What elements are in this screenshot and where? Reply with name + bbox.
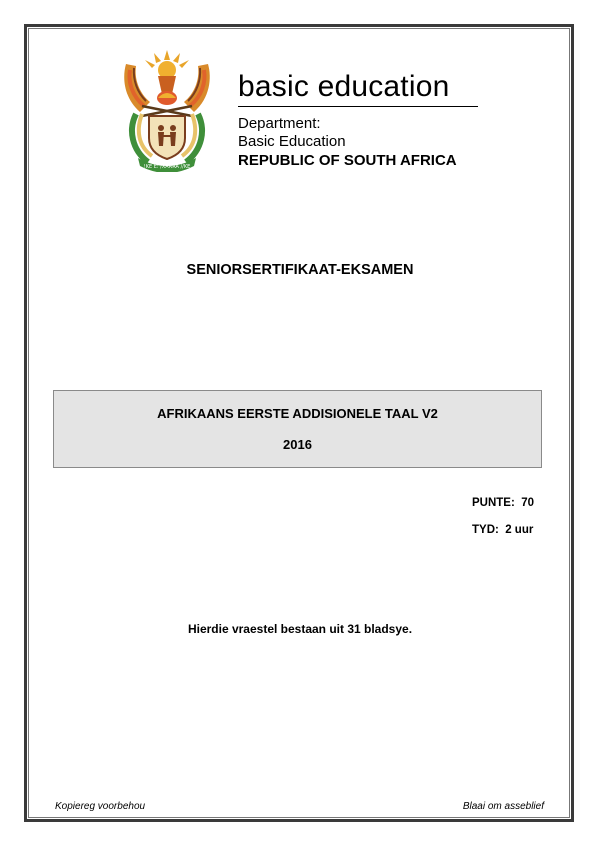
total-marks: PUNTE: 70 [472, 497, 534, 509]
exam-duration: TYD: 2 uur [472, 524, 534, 536]
coat-of-arms-icon [118, 46, 216, 172]
exam-year: 2016 [283, 437, 312, 452]
copyright-note: Kopiereg voorbehou [55, 801, 146, 812]
exam-title: SENIORSERTIFIKAAT-EKSAMEN [186, 262, 414, 278]
turn-page-note: Blaai om asseblief [462, 801, 544, 812]
department-label: Department: [238, 115, 321, 132]
department-name: Basic Education [238, 133, 346, 150]
page-count-note: Hierdie vraestel bestaan uit 31 bladsye. [187, 622, 413, 636]
country-name: REPUBLIC OF SOUTH AFRICA [238, 152, 457, 169]
crest-motto: !KE E: /XARRA //KE [143, 164, 191, 170]
subject-box [53, 390, 542, 468]
subject-title: AFRIKAANS EERSTE ADDISIONELE TAAL V2 [157, 406, 438, 421]
brand-name: basic education [238, 70, 478, 107]
brand-block [238, 70, 483, 171]
